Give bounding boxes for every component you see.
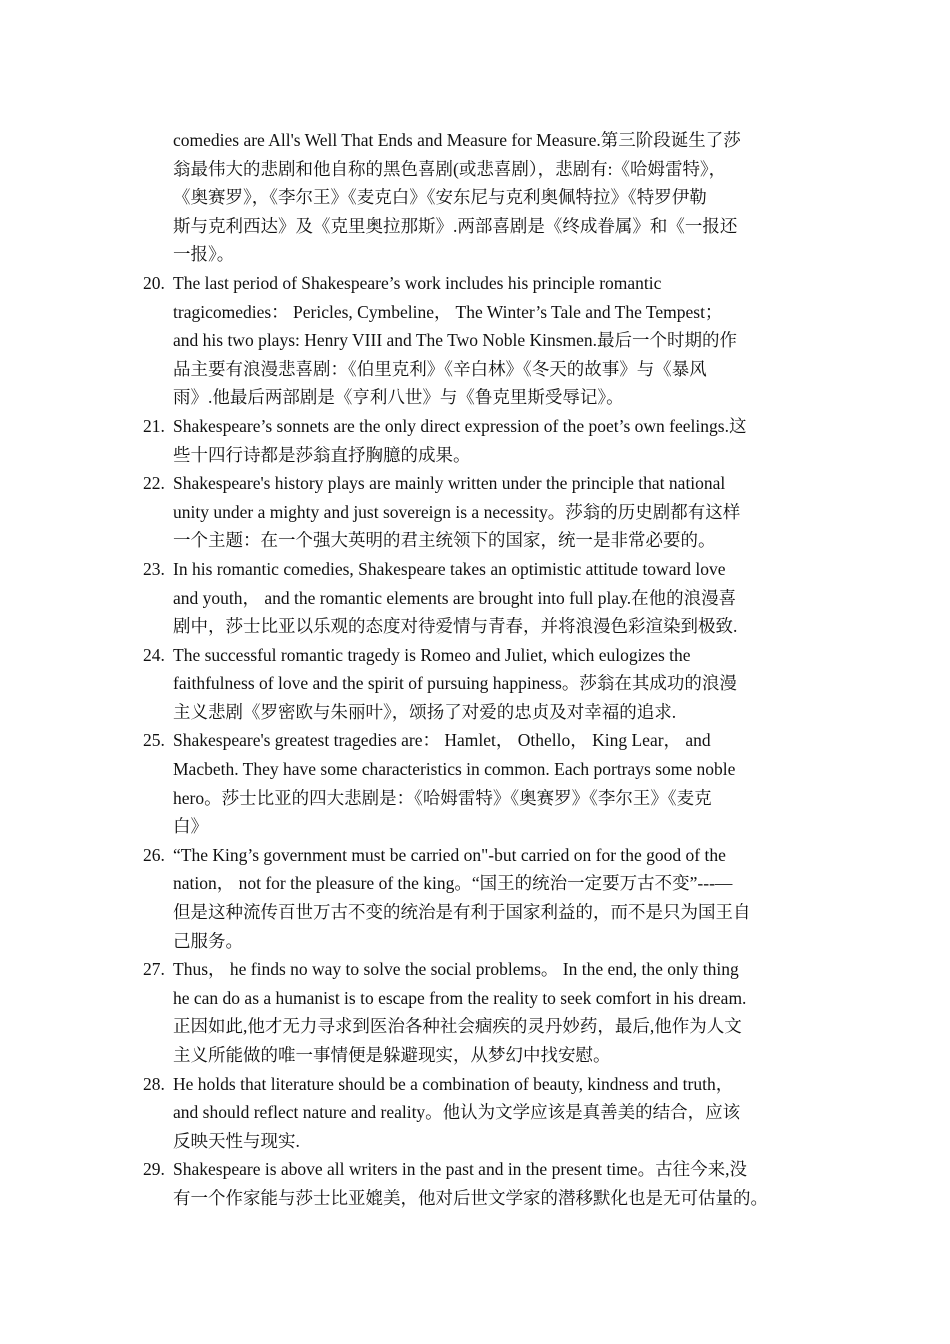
list-item-23 <box>143 555 823 641</box>
text-line: 品主要有浪漫悲喜剧：《伯里克利》《辛白林》《冬天的故事》与《暴风 <box>173 358 707 379</box>
text-line: Macbeth. They have some characteristics in common. Each portrays some noble <box>173 759 736 780</box>
text-line: 主义所能做的唯一事情便是躲避现实，从梦幻中找安慰。 <box>173 1045 611 1065</box>
text-line: 主义悲剧《罗密欧与朱丽叶》，颂扬了对爱的忠贞及对幸福的追求. <box>173 701 677 722</box>
text-line: hero。莎士比亚的四大悲剧是：《哈姆雷特》《奥赛罗》《李尔王》《麦克 <box>173 787 712 808</box>
text-line: He holds that literature should be a combination of beauty, kindness and truth， <box>173 1073 734 1094</box>
list-item-26 <box>143 841 823 955</box>
text-line: comedies are All's Well That Ends and Measure for Measure.第三阶段诞生了莎 <box>173 130 741 150</box>
text-line: faithfulness of love and the spirit of pursuing happiness。莎翁在其成功的浪漫 <box>173 673 737 694</box>
text-line: 《奥赛罗》，《李尔王》《麦克白》《安东尼与克利奥佩特拉》《特罗伊勒 <box>173 187 707 208</box>
item-number: 22. <box>143 473 165 494</box>
text-line: he can do as a humanist is to escape from the reality to seek comfort in his dream. <box>173 987 747 1008</box>
list-item-25 <box>143 726 823 840</box>
text-line: In his romantic comedies, Shakespeare takes an optimistic attitude toward love <box>173 558 726 579</box>
text-line: 但是这种流传百世万古不变的统治是有利于国家利益的，而不是只为国王自 <box>173 902 751 923</box>
text-line: The last period of Shakespeare’s work includes his principle romantic <box>173 272 662 293</box>
item-number: 26. <box>143 844 165 865</box>
item-number: 25. <box>143 730 165 751</box>
text-line: 一个主题：在一个强大英明的君主统领下的国家，统一是非常必要的。 <box>173 530 716 551</box>
item-number: 20. <box>143 272 165 293</box>
list-item-20 <box>143 269 823 412</box>
text-line: Shakespeare's greatest tragedies are： Hamlet， Othello， King Lear， and <box>173 730 711 751</box>
text-line: 斯与克利西达》及《克里奥拉那斯》.两部喜剧是《终成眷属》和《一报还 <box>173 215 738 236</box>
text-line: tragicomedies： Pericles, Cymbeline， The Winter’s Tale and The Tempest； <box>173 301 723 322</box>
text-line: Shakespeare is above all writers in the past and in the present time。古往今来,没 <box>173 1159 747 1180</box>
text-line: Shakespeare’s sonnets are the only direct expression of the poet’s own feelings.这 <box>173 415 747 436</box>
item-number: 27. <box>143 959 165 980</box>
text-line: 白》 <box>173 816 208 837</box>
list-item-21 <box>143 412 823 469</box>
list-item-22 <box>143 469 823 555</box>
document-body <box>143 126 823 1213</box>
text-line: 有一个作家能与莎士比亚媲美，他对后世文学家的潜移默化也是无可估量的。 <box>173 1187 768 1208</box>
text-line: nation， not for the pleasure of the king。“国王的统治一定要万古不变”---— <box>173 873 733 894</box>
text-line: 一报》。 <box>173 244 235 265</box>
list-item-28 <box>143 1070 823 1156</box>
text-line: 反映天性与现实. <box>173 1130 300 1151</box>
text-line: 己服务。 <box>173 930 243 951</box>
text-line: 些十四行诗都是莎翁直抒胸臆的成果。 <box>173 444 471 465</box>
item-number: 29. <box>143 1159 165 1180</box>
text-line: “The King’s government must be carried on"-but carried on for the good of the <box>173 844 726 865</box>
item-number: 23. <box>143 558 165 579</box>
text-line: and youth， and the romantic elements are brought into full play.在他的浪漫喜 <box>173 587 737 608</box>
item-number: 21. <box>143 415 165 436</box>
text-line: unity under a mighty and just sovereign is a necessity。莎翁的历史剧都有这样 <box>173 501 741 522</box>
list-item-24 <box>143 641 823 727</box>
item-number: 24. <box>143 644 165 665</box>
text-line: Thus， he finds no way to solve the social problems。 In the end, the only thing <box>173 959 739 980</box>
text-line: 剧中，莎士比亚以乐观的态度对待爱情与青春，并将浪漫色彩渲染到极致. <box>173 616 738 637</box>
continuation-paragraph <box>143 126 823 269</box>
text-line: and should reflect nature and reality。他认为文学应该是真善美的结合，应该 <box>173 1102 741 1123</box>
text-line: Shakespeare's history plays are mainly written under the principle that national <box>173 473 726 494</box>
text-line: 正因如此,他才无力寻求到医治各种社会痼疾的灵丹妙药，最后,他作为人文 <box>173 1016 742 1037</box>
text-line: 翁最伟大的悲剧和他自称的黑色喜剧(或悲喜剧），悲剧有:《哈姆雷特》， <box>173 158 727 179</box>
item-number: 28. <box>143 1073 165 1094</box>
list-item-29 <box>143 1155 823 1212</box>
text-line: The successful romantic tragedy is Romeo and Juliet, which eulogizes the <box>173 644 691 665</box>
text-line: 雨》.他最后两部剧是《亨利八世》与《鲁克里斯受辱记》。 <box>173 387 624 408</box>
text-line: and his two plays: Henry VIII and The Two Noble Kinsmen.最后一个时期的作 <box>173 330 738 351</box>
list-item-27 <box>143 955 823 1069</box>
